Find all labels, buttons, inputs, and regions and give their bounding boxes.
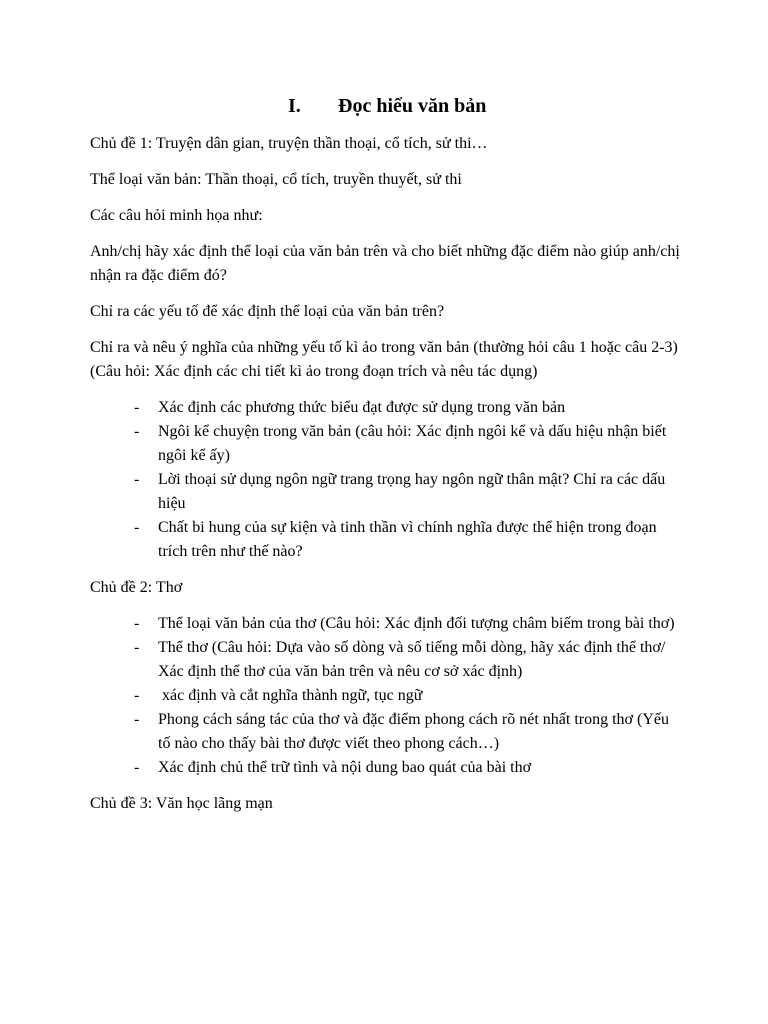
- topic-2-bullet-list: [90, 612, 680, 780]
- list-item: [90, 684, 680, 708]
- list-item: [90, 468, 680, 516]
- question-genre-elements: Chỉ ra các yếu tố để xác định thể loại của văn bản trên?: [90, 303, 445, 320]
- list-item-text: xác định và cắt nghĩa thành ngữ, tục ngữ: [158, 687, 423, 704]
- topic-1-title: Chủ đề 1: Truyện dân gian, truyện thần thoại, cổ tích, sử thi…: [90, 135, 488, 152]
- document-page: [90, 92, 680, 828]
- list-item-text: Thể loại văn bản của thơ (Câu hỏi: Xác định đối tượng châm biếm trong bài thơ): [158, 615, 675, 632]
- bullet-dash: -: [134, 759, 140, 776]
- questions-intro: Các câu hỏi minh họa như:: [90, 207, 263, 224]
- bullet-dash: -: [134, 471, 140, 488]
- topic-3-title: Chủ đề 3: Văn học lãng mạn: [90, 795, 273, 812]
- list-item: [90, 636, 680, 684]
- bullet-dash: -: [134, 687, 140, 704]
- heading-title: Đọc hiểu văn bản: [338, 95, 487, 117]
- topic-1-bullet-list: [90, 396, 680, 564]
- bullet-dash: -: [134, 519, 140, 536]
- list-item-text: Lời thoại sử dụng ngôn ngữ trang trọng hay ngôn ngữ thân mật? Chỉ ra các dấu hiệu: [158, 471, 666, 512]
- list-item-text: Ngôi kể chuyện trong văn bản (câu hỏi: Xác định ngôi kể và dấu hiệu nhận biết ngôi kể ấy): [158, 423, 667, 464]
- topic-2-title: Chủ đề 2: Thơ: [90, 579, 183, 596]
- list-item: [90, 516, 680, 564]
- bullet-dash: -: [134, 639, 140, 656]
- list-item-text: Phong cách sáng tác của thơ và đặc điểm phong cách rõ nét nhất trong thơ (Yếu tố nào cho thấy bài thơ được viết theo phong cách…): [158, 711, 669, 752]
- list-item: [90, 756, 680, 780]
- bullet-dash: -: [134, 423, 140, 440]
- bullet-dash: -: [134, 615, 140, 632]
- question-fantastic-elements: Chỉ ra và nêu ý nghĩa của những yếu tố kì ảo trong văn bản (thường hỏi câu 1 hoặc câu 2-3) (Câu hỏi: Xác định các chi tiết kì ảo trong đoạn trích và nêu tác dụng): [90, 339, 678, 380]
- bullet-dash: -: [134, 711, 140, 728]
- question-genre-identification: Anh/chị hãy xác định thể loại của văn bản trên và cho biết những đặc điểm nào giúp anh/chị nhận ra đặc điểm đó?: [90, 243, 680, 284]
- list-item-text: Chất bi hung của sự kiện và tinh thần vì chính nghĩa được thể hiện trong đoạn trích trên như thế nào?: [158, 519, 657, 560]
- list-item-text: Xác định các phương thức biểu đạt được sử dụng trong văn bản: [158, 399, 566, 416]
- list-item-text: Thể thơ (Câu hỏi: Dựa vào số dòng và số tiếng mỗi dòng, hãy xác định thể thơ/ Xác định thể thơ của văn bản trên và nêu cơ sở xác định): [158, 639, 666, 680]
- section-heading: [288, 92, 680, 120]
- list-item: [90, 612, 680, 636]
- bullet-dash: -: [134, 399, 140, 416]
- list-item-text: Xác định chủ thể trữ tình và nội dung bao quát của bài thơ: [158, 759, 532, 776]
- list-item: [90, 420, 680, 468]
- list-item: [90, 708, 680, 756]
- heading-number: I.: [288, 95, 301, 117]
- list-item: [90, 396, 680, 420]
- topic-1-genre: Thể loại văn bản: Thần thoại, cổ tích, truyền thuyết, sử thi: [90, 171, 462, 188]
